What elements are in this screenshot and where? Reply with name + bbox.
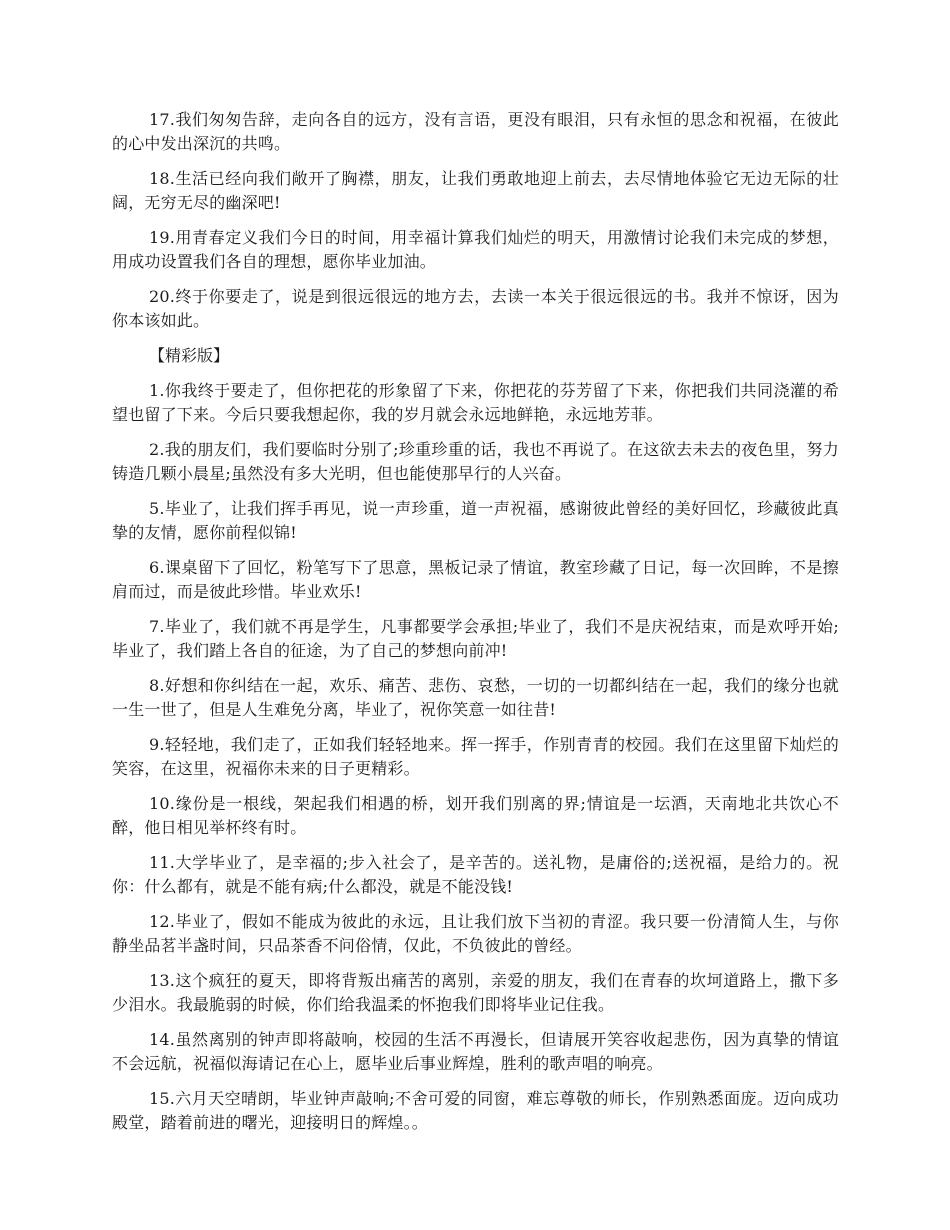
section-heading: 【精彩版】 bbox=[149, 346, 230, 365]
document-body bbox=[112, 108, 839, 1146]
paragraph-15: 15.六月天空晴朗，毕业钟声敲响;不舍可爱的同窗，难忘尊敬的师长，作别熟悉面庞。迈向成功殿堂，踏着前进的曙光，迎接明日的辉煌。。 bbox=[112, 1089, 839, 1132]
paragraph-17: 17.我们匆匆告辞，走向各自的远方，没有言语，更没有眼泪，只有永恒的思念和祝福，在彼此的心中发出深沉的共鸣。 bbox=[112, 110, 839, 153]
paragraph-9: 9.轻轻地，我们走了，正如我们轻轻地来。挥一挥手，作别青青的校园。我们在这里留下灿烂的笑容，在这里，祝福你未来的日子更精彩。 bbox=[112, 735, 839, 778]
paragraph-11: 11.大学毕业了，是幸福的;步入社会了，是辛苦的。送礼物，是庸俗的;送祝福，是给力的。祝你：什么都有，就是不能有病;什么都没，就是不能没钱! bbox=[112, 853, 839, 896]
paragraph-19: 19.用青春定义我们今日的时间，用幸福计算我们灿烂的明天，用激情讨论我们未完成的梦想，用成功设置我们各自的理想，愿你毕业加油。 bbox=[112, 228, 839, 271]
paragraph-13: 13.这个疯狂的夏天，即将背叛出痛苦的离别，亲爱的朋友，我们在青春的坎坷道路上，撒下多少泪水。我最脆弱的时候，你们给我温柔的怀抱我们即将毕业记住我。 bbox=[112, 971, 839, 1014]
paragraph-5: 5.毕业了，让我们挥手再见，说一声珍重，道一声祝福，感谢彼此曾经的美好回忆，珍藏彼此真挚的友情，愿你前程似锦! bbox=[112, 499, 839, 542]
paragraph-14: 14.虽然离别的钟声即将敲响，校园的生活不再漫长，但请展开笑容收起悲伤，因为真挚的情谊不会远航，祝福似海请记在心上，愿毕业后事业辉煌，胜利的歌声唱的响亮。 bbox=[112, 1030, 839, 1073]
paragraph-8: 8.好想和你纠结在一起，欢乐、痛苦、悲伤、哀愁，一切的一切都纠结在一起，我们的缘分也就一生一世了，但是人生难免分离，毕业了，祝你笑意一如往昔! bbox=[112, 676, 839, 719]
paragraph-7: 7.毕业了，我们就不再是学生，凡事都要学会承担;毕业了，我们不是庆祝结束，而是欢呼开始;毕业了，我们踏上各自的征途，为了自己的梦想向前冲! bbox=[112, 617, 839, 660]
paragraph-1: 1.你我终于要走了，但你把花的形象留了下来，你把花的芬芳留了下来，你把我们共同浇灌的希望也留了下来。今后只要我想起你，我的岁月就会永远地鲜艳，永远地芳菲。 bbox=[112, 381, 839, 424]
paragraph-18: 18.生活已经向我们敞开了胸襟，朋友，让我们勇敢地迎上前去，去尽情地体验它无边无际的壮阔，无穷无尽的幽深吧! bbox=[112, 169, 839, 212]
paragraph-12: 12.毕业了，假如不能成为彼此的永远，且让我们放下当初的青涩。我只要一份清简人生，与你静坐品茗半盏时间，只品茶香不问俗情，仅此，不负彼此的曾经。 bbox=[112, 912, 839, 955]
paragraph-2: 2.我的朋友们，我们要临时分别了;珍重珍重的话，我也不再说了。在这欲去未去的夜色里，努力铸造几颗小晨星;虽然没有多大光明，但也能使那早行的人兴奋。 bbox=[112, 440, 839, 483]
paragraph-10: 10.缘份是一根线，架起我们相遇的桥，划开我们别离的界;情谊是一坛酒，天南地北共饮心不醉，他日相见举杯终有时。 bbox=[112, 794, 839, 837]
paragraph-20: 20.终于你要走了，说是到很远很远的地方去，去读一本关于很远很远的书。我并不惊讶，因为你本该如此。 bbox=[112, 287, 839, 330]
paragraph-6: 6.课桌留下了回忆，粉笔写下了思意，黑板记录了情谊，教室珍藏了日记，每一次回眸，不是擦肩而过，而是彼此珍惜。毕业欢乐! bbox=[112, 558, 839, 601]
